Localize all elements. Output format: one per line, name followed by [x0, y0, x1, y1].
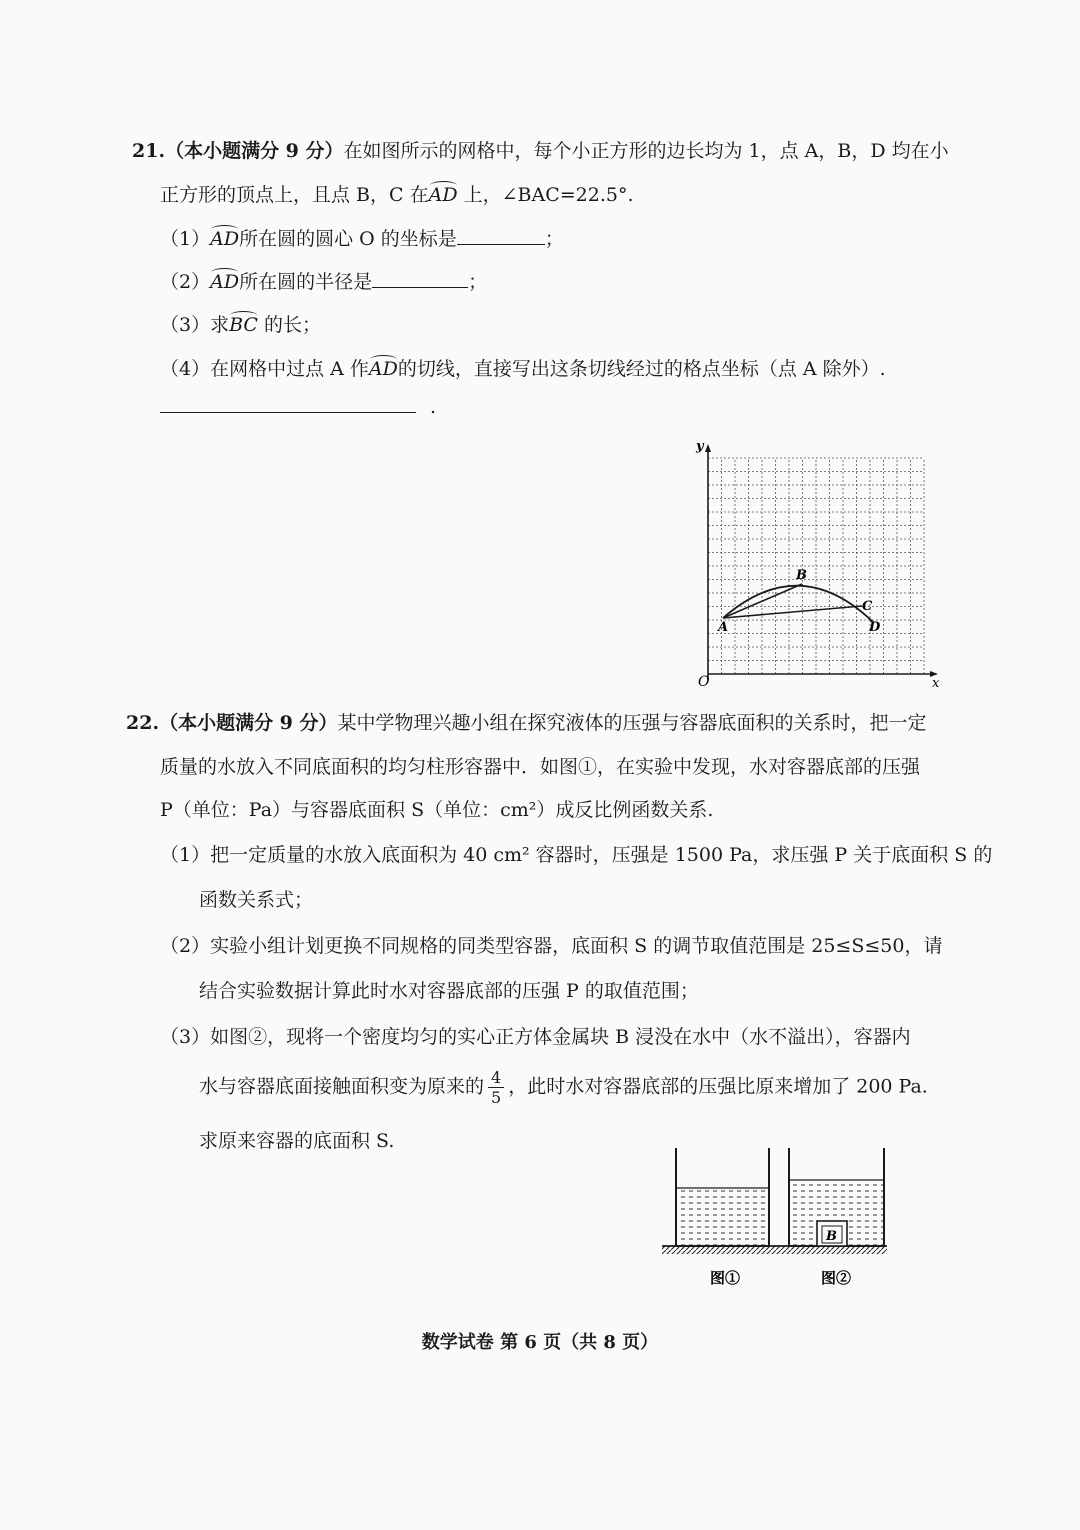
q21-part2-text: 所在圆的半径是: [239, 271, 373, 293]
q22-line1-text: 某中学物理兴趣小组在探究液体的压强与容器底面积的关系时，把一定: [337, 712, 927, 734]
fraction-denominator: 5: [491, 1088, 502, 1108]
fraction-numerator: 4: [488, 1068, 504, 1088]
q21-score: （本小题满分 9 分）: [165, 140, 344, 162]
arc-ad-symbol: AD: [210, 228, 240, 250]
q21-part1: [160, 230, 564, 249]
label-x: x: [932, 676, 940, 691]
q21-line2-post: 上，∠BAC=22.5°.: [457, 184, 634, 206]
q21-part2-label: （2）: [160, 271, 211, 293]
q21-part4-end: .: [430, 396, 437, 418]
chord-ac: [723, 606, 862, 618]
q21-part4-pre: 在网格中过点 A 作: [210, 358, 369, 380]
water-container-1: [676, 1188, 769, 1246]
q22-part1-cont: 函数关系式；: [199, 889, 314, 911]
q21-part1-text: 所在圆的圆心 O 的坐标是: [239, 228, 457, 250]
caption-fig1: 图①: [710, 1269, 741, 1287]
label-b: B: [796, 568, 807, 583]
answer-blank-q21-4[interactable]: [160, 398, 416, 413]
label-a: A: [718, 620, 729, 635]
arc-bc-symbol: BC: [229, 314, 258, 336]
containers-figure: [656, 1140, 896, 1290]
q21-number: 21.: [132, 140, 166, 162]
q21-part3-pre: 求: [210, 314, 230, 336]
arc-ad: [723, 586, 874, 623]
y-axis-arrow: [705, 444, 711, 452]
q22-part2-label: （2）: [160, 935, 211, 957]
label-o: O: [698, 674, 710, 690]
q22-part1: [160, 846, 992, 865]
q22-score: （本小题满分 9 分）: [159, 712, 338, 734]
q22-number: 22.: [126, 712, 160, 734]
q22-part3-text: 如图②，现将一个密度均匀的实心正方体金属块 B 浸没在水中（水不溢出），容器内: [210, 1026, 911, 1048]
q21-line2-pre: 正方形的顶点上，且点 B，C 在: [160, 184, 429, 206]
q21-part1-label: （1）: [160, 228, 211, 250]
q22-part3-cont: [199, 1068, 928, 1107]
q22-part2-text: 实验小组计划更换不同规格的同类型容器，底面积 S 的调节取值范围是 25≤S≤50，请: [210, 935, 943, 957]
q21-part4: [160, 360, 886, 379]
q21-line1: [132, 142, 949, 161]
q22-part3-line2-post: ，此时水对容器底部的压强比原来增加了 200 Pa.: [508, 1075, 928, 1098]
caption-fig2: 图②: [821, 1269, 852, 1287]
q22-part3-label: （3）: [160, 1026, 211, 1048]
metal-block-label: B: [826, 1229, 837, 1244]
q22-line3: P（单位：Pa）与容器底面积 S（单位：cm²）成反比例函数关系.: [160, 799, 714, 821]
q21-part3-post: 的长；: [257, 314, 322, 336]
fraction-four-fifths: [488, 1068, 504, 1107]
q21-part1-end: ；: [544, 228, 564, 250]
q22-line1: [126, 714, 927, 733]
q21-part2-end: ；: [468, 271, 488, 293]
label-d: D: [869, 620, 881, 635]
q21-part3: [160, 316, 321, 335]
answer-blank-q21-2[interactable]: [372, 287, 468, 288]
q21-part4-label: （4）: [160, 358, 211, 380]
arc-ad-symbol: AD: [428, 184, 458, 206]
q22-part2: [160, 937, 942, 956]
q22-part1-text: 把一定质量的水放入底面积为 40 cm² 容器时，压强是 1500 Pa，求压强 P 关于底面积 S 的: [210, 844, 993, 866]
grid-lines: [708, 458, 924, 674]
ground-hatch: [662, 1246, 887, 1254]
q22-part3: [160, 1028, 911, 1047]
q21-line2: [160, 186, 634, 205]
q21-part4-answer-line: [160, 398, 436, 417]
q21-part4-post: 的切线，直接写出这条切线经过的格点坐标（点 A 除外）.: [397, 358, 886, 380]
page-footer: 数学试卷 第 6 页（共 8 页）: [421, 1332, 659, 1353]
q22-part3-line2-pre: 水与容器底面接触面积变为原来的: [199, 1075, 485, 1098]
q21-part3-label: （3）: [160, 314, 211, 336]
arc-ad-symbol: AD: [368, 358, 398, 380]
q22-part2-cont: 结合实验数据计算此时水对容器底部的压强 P 的取值范围；: [199, 980, 699, 1002]
q22-line2: 质量的水放入不同底面积的均匀柱形容器中．如图①，在实验中发现，水对容器底部的压强: [160, 756, 921, 778]
label-y: y: [696, 439, 704, 454]
q21-part2: [160, 273, 487, 292]
q22-part1-label: （1）: [160, 844, 211, 866]
q21-line1-text: 在如图所示的网格中，每个小正方形的边长均为 1，点 A，B，D 均在小: [343, 140, 949, 162]
coordinate-grid-figure: [690, 438, 950, 693]
label-c: C: [862, 599, 873, 614]
arc-ad-symbol: AD: [210, 271, 240, 293]
q22-part3-cont2: 求原来容器的底面积 S.: [199, 1130, 395, 1152]
answer-blank-q21-1[interactable]: [457, 244, 545, 245]
